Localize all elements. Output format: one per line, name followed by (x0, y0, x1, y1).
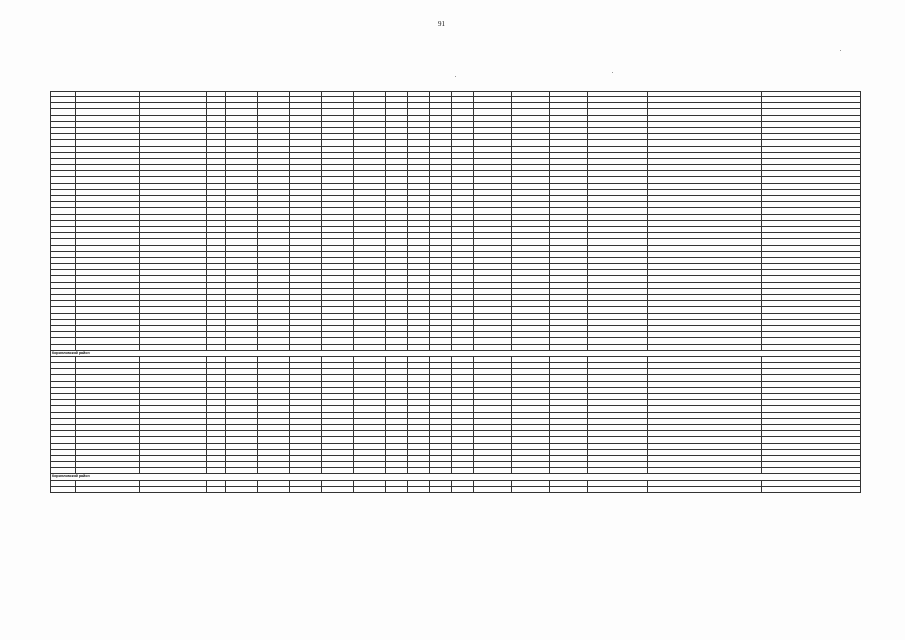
table-cell (207, 486, 226, 492)
table-body (51, 92, 861, 493)
table-cell (140, 486, 207, 492)
table-cell (226, 486, 258, 492)
table-cell (354, 486, 386, 492)
table-cell (76, 486, 140, 492)
table-cell (430, 486, 452, 492)
table-cell (290, 486, 322, 492)
table-cell (51, 486, 76, 492)
table-cell (762, 486, 861, 492)
document-table (50, 91, 861, 493)
section-label: Кирилловский район (51, 474, 861, 480)
page-number: 91 (438, 20, 445, 28)
scan-speck (455, 76, 456, 77)
table-cell (648, 486, 762, 492)
table-cell (322, 486, 354, 492)
table-cell (258, 486, 290, 492)
section-label: Кирилловский район (51, 350, 861, 356)
scan-speck (840, 50, 841, 51)
table-cell (452, 486, 474, 492)
document-table-wrapper (50, 91, 858, 493)
table-cell (550, 486, 588, 492)
scan-speck (612, 72, 613, 73)
table-row (51, 486, 861, 492)
table-cell (408, 486, 430, 492)
table-cell (474, 486, 512, 492)
table-cell (588, 486, 648, 492)
table-cell (386, 486, 408, 492)
table-cell (512, 486, 550, 492)
